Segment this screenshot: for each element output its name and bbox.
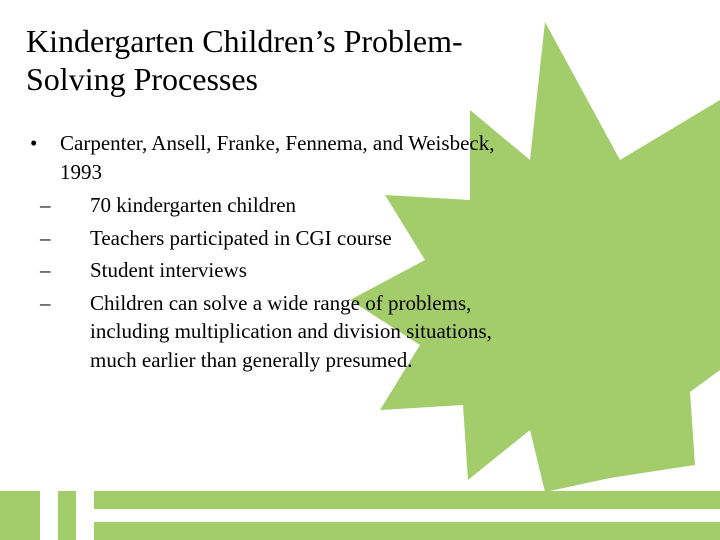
title-line-1: Kindergarten Children’s Problem-	[26, 23, 463, 59]
dash-marker: –	[40, 290, 51, 315]
bullet-dot: •	[30, 131, 38, 155]
sub-item-text: Children can solve a wide range of problems, including multiplication and division situations, much earlier than generally presumed.	[90, 290, 492, 372]
dash-marker: –	[40, 193, 51, 217]
sub-item	[30, 191, 530, 220]
dash-marker: –	[40, 258, 51, 282]
footer-bar-3	[94, 491, 720, 509]
sub-item	[30, 289, 530, 375]
bullet-item	[30, 129, 530, 187]
sub-item-text: Teachers participated in CGI course	[90, 225, 392, 250]
footer-bar-4	[94, 522, 720, 540]
sub-item	[30, 256, 530, 285]
footer-bar-1	[0, 491, 40, 540]
footer-bar-2	[58, 491, 76, 540]
sub-list	[30, 191, 530, 374]
dash-marker: –	[40, 225, 51, 250]
sub-item-text: 70 kindergarten children	[90, 193, 297, 217]
sub-item-text: Student interviews	[90, 258, 247, 282]
title-line-2: Solving Processes	[26, 61, 258, 97]
slide-title	[26, 22, 546, 98]
slide-body	[30, 129, 530, 378]
footer-bars	[0, 491, 720, 540]
sub-item	[30, 224, 530, 253]
bullet-text: Carpenter, Ansell, Franke, Fennema, and Weisbeck, 1993	[60, 131, 495, 184]
